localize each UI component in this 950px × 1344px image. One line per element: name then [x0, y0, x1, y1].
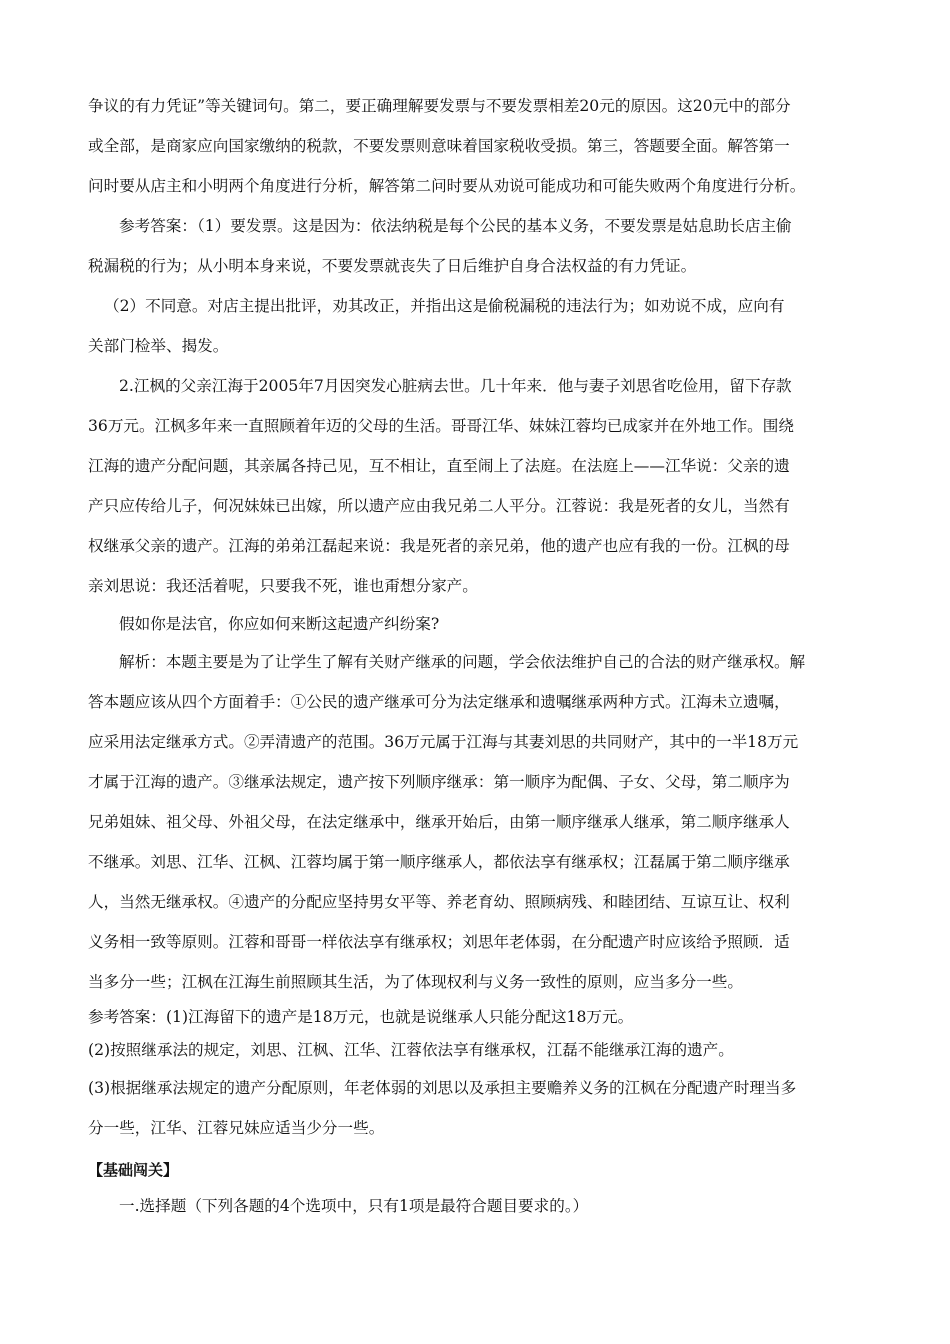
text-line: 或全部，是商家应向国家缴纳的税款，不要发票则意味着国家税收受损。第三，答题要全面。解答第一 — [88, 137, 790, 155]
text-line: 才属于江海的遗产。③继承法规定，遗产按下列顺序继承：第一顺序为配偶、子女、父母，第二顺序为 — [88, 773, 790, 791]
section-heading: 【基础闯关】 — [88, 1161, 179, 1179]
text-line: 解析：本题主要是为了让学生了解有关财产继承的问题，学会依法维护自己的合法的财产继承权。解 — [119, 653, 806, 671]
text-line: 税漏税的行为；从小明本身来说，不要发票就丧失了日后维护自身合法权益的有力凭证。 — [88, 257, 697, 275]
text-line: 参考答案：（1）要发票。这是因为：依法纳税是每个公民的基本义务，不要发票是姑息助长店主偷 — [119, 217, 792, 235]
reference-answer-1 — [88, 206, 866, 366]
text-line: 答本题应该从四个方面着手：①公民的遗产继承可分为法定继承和遗嘱继承两种方式。江海未立遗嘱， — [88, 693, 790, 711]
text-line: 关部门检举、揭发。 — [88, 337, 229, 355]
text-line: 义务相一致等原则。江蓉和哥哥一样依法享有继承权；刘思年老体弱，在分配遗产时应该给予照顾．适 — [88, 933, 790, 951]
text-line: (3)根据继承法规定的遗产分配原则，年老体弱的刘思以及承担主要赡养义务的江枫在分配遗产时理当多 — [88, 1079, 797, 1097]
text-line: 兄弟姐妹、祖父母、外祖父母，在法定继承中，继承开始后，由第一顺序继承人继承，第二顺序继承人 — [88, 813, 790, 831]
text-line: 参考答案：(1)江海留下的遗产是18万元，也就是说继承人只能分配这18万元。 — [88, 1008, 634, 1026]
question-2 — [88, 366, 866, 642]
text-line: 亲刘思说：我还活着呢，只要我不死，谁也甭想分家产。 — [88, 577, 478, 595]
text-line: （2）不同意。对店主提出批评，劝其改正，并指出这是偷税漏税的违法行为；如劝说不成，应向有 — [104, 297, 785, 315]
text-line: 2.江枫的父亲江海于2005年7月因突发心脏病去世。几十年来．他与妻子刘思省吃俭用，留下存款 — [119, 377, 792, 395]
analysis-2 — [88, 642, 866, 1002]
text-line: 争议的有力凭证”等关键词句。第二，要正确理解要发票与不要发票相差20元的原因。这20元中的部分 — [88, 97, 791, 115]
reference-answer-2 — [88, 1002, 866, 1148]
text-line: 江海的遗产分配问题，其亲属各持己见，互不相让，直至闹上了法庭。在法庭上——江华说：父亲的遗 — [88, 457, 790, 475]
paragraph-analysis-continued — [88, 86, 866, 206]
text-line: 应采用法定继承方式。②弄清遗产的范围。36万元属于江海与其妻刘思的共同财产，其中的一半18万元 — [88, 733, 799, 751]
text-line: 36万元。江枫多年来一直照顾着年迈的父母的生活。哥哥江华、妹妹江蓉均已成家并在外地工作。围绕 — [88, 417, 794, 435]
text-line: 人，当然无继承权。④遗产的分配应坚持男女平等、养老育幼、照顾病残、和睦团结、互谅互让、权利 — [88, 893, 790, 911]
text-line: 分一些，江华、江蓉兄妹应适当少分一些。 — [88, 1119, 385, 1137]
text-line: 问时要从店主和小明两个角度进行分析，解答第二问时要从劝说可能成功和可能失败两个角度进行分析。 — [88, 177, 806, 195]
section-intro: 一.选择题（下列各题的4个选项中，只有1项是最符合题目要求的。） — [119, 1197, 589, 1215]
text-line: (2)按照继承法的规定，刘思、江枫、江华、江蓉依法享有继承权，江磊不能继承江海的遗产。 — [88, 1041, 734, 1059]
text-line: 当多分一些；江枫在江海生前照顾其生活，为了体现权利与义务一致性的原则，应当多分一些。 — [88, 973, 743, 991]
text-line: 权继承父亲的遗产。江海的弟弟江磊起来说：我是死者的亲兄弟，他的遗产也应有我的一份。江枫的母 — [88, 537, 790, 555]
text-line: 不继承。刘思、江华、江枫、江蓉均属于第一顺序继承人，都依法享有继承权；江磊属于第二顺序继承 — [88, 853, 790, 871]
text-line: 产只应传给儿子，何况妹妹已出嫁，所以遗产应由我兄弟二人平分。江蓉说：我是死者的女儿，当然有 — [88, 497, 790, 515]
question-prompt: 假如你是法官，你应如何来断这起遗产纠纷案? — [119, 615, 440, 633]
